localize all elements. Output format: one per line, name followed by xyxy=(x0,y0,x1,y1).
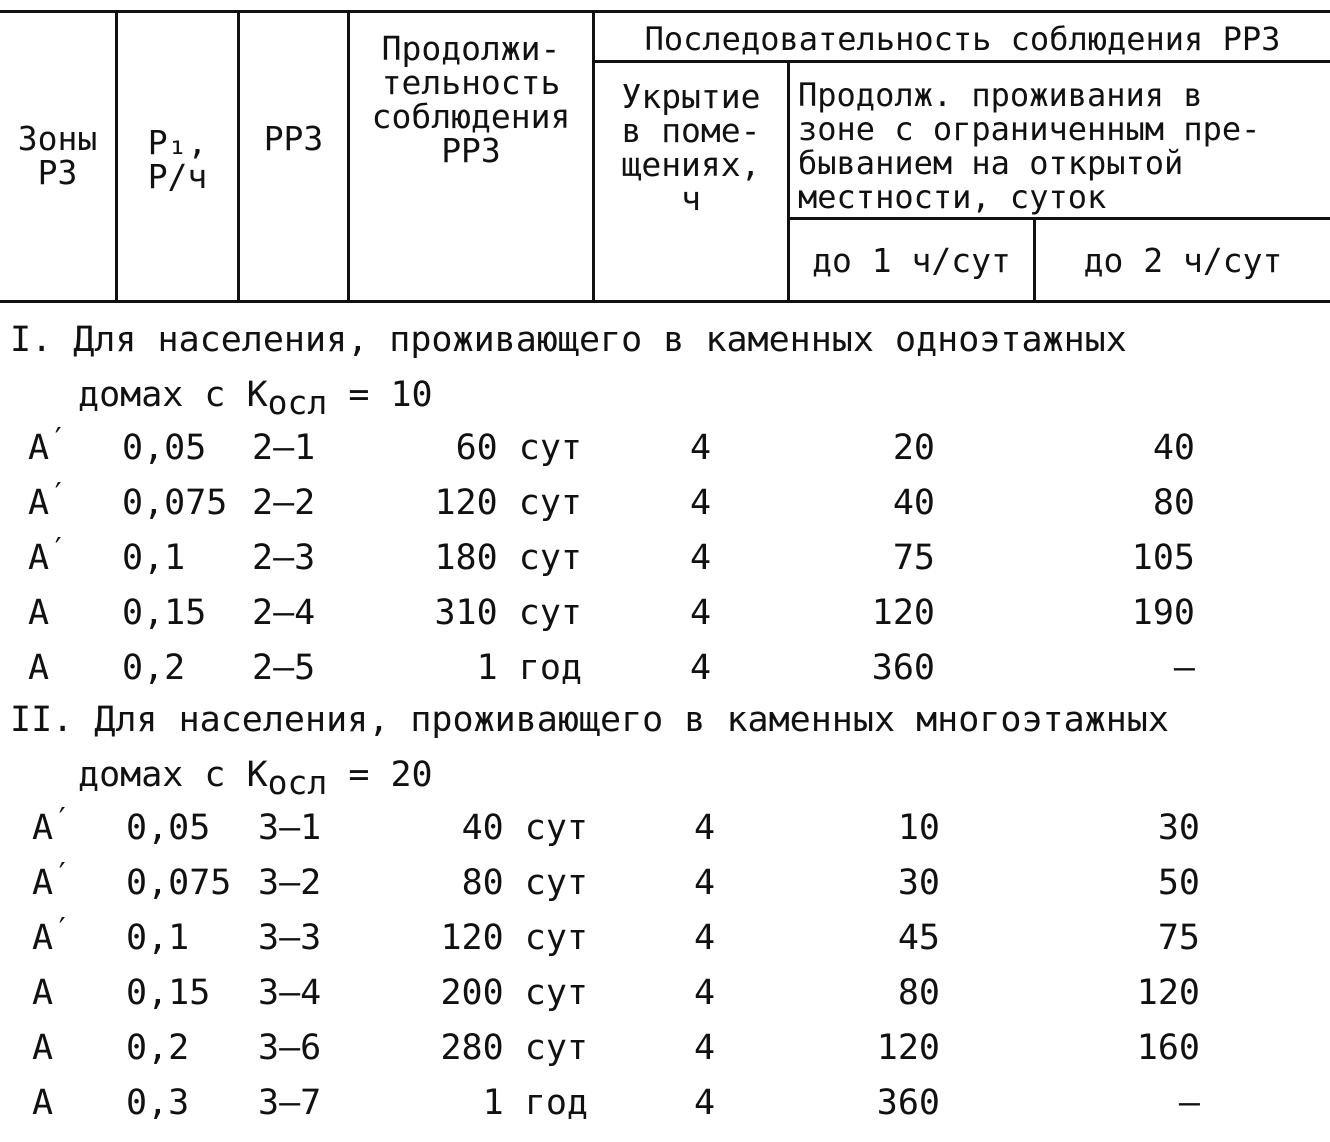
zone-cell: А′ xyxy=(28,422,68,468)
days-2h-cell: 190 xyxy=(1131,593,1195,633)
header-shelter: Укрытие в поме- щениях, ч xyxy=(621,77,761,218)
header-upto-2h: до 2 ч/сут xyxy=(1083,241,1283,280)
days-2h-cell: 50 xyxy=(1157,863,1200,903)
rrz-cell: 2–1 xyxy=(252,428,316,468)
rrz-cell: 3–6 xyxy=(258,1028,322,1068)
shelter-cell: 4 xyxy=(694,918,716,958)
rrz-cell: 3–7 xyxy=(258,1083,322,1123)
p1-cell: 0,05 xyxy=(122,428,207,468)
p1-cell: 0,05 xyxy=(126,808,211,848)
days-2h-cell: 80 xyxy=(1152,483,1195,523)
zone-cell: А′ xyxy=(28,532,68,578)
condition-suffix: = 10 xyxy=(327,375,433,415)
duration-cell: 180 сут xyxy=(434,538,582,578)
shelter-cell: 4 xyxy=(694,863,716,903)
duration-cell: 80 сут xyxy=(461,863,588,903)
p1-cell: 0,3 xyxy=(126,1083,190,1123)
header-sequence: Последовательность соблюдения РРЗ xyxy=(644,20,1281,58)
days-1h-cell: 40 xyxy=(892,483,935,523)
condition-prefix: домах с К xyxy=(78,375,268,415)
shelter-cell: 4 xyxy=(690,538,712,578)
days-1h-cell: 20 xyxy=(892,428,935,468)
days-2h-cell: 75 xyxy=(1157,918,1200,958)
section-2-title: II. Для населения, проживающего в каменных многоэтажных xyxy=(10,700,1169,740)
days-1h-cell: 80 xyxy=(897,973,940,1013)
header-residence: Продолж. проживания в зоне с ограниченным пре- быванием на открытой местности, суток xyxy=(798,76,1261,216)
duration-cell: 200 сут xyxy=(440,973,588,1013)
duration-cell: 60 сут xyxy=(455,428,582,468)
shelter-cell: 4 xyxy=(690,428,712,468)
residence-underline xyxy=(787,217,1330,220)
duration-cell: 1 год xyxy=(476,648,582,688)
shelter-cell: 4 xyxy=(694,1028,716,1068)
p1-cell: 0,075 xyxy=(126,863,232,903)
rrz-cell: 2–3 xyxy=(252,538,316,578)
header-duration: Продолжи- тельность соблюдения РРЗ xyxy=(371,29,571,170)
header-rrz: РРЗ xyxy=(263,119,324,158)
shelter-cell: 4 xyxy=(690,648,712,688)
duration-cell: 280 сут xyxy=(440,1028,588,1068)
days-2h-cell: 40 xyxy=(1152,428,1195,468)
days-1h-cell: 360 xyxy=(871,648,935,688)
zone-cell: А′ xyxy=(28,477,68,523)
p1-cell: 0,075 xyxy=(122,483,228,523)
rrz-cell: 2–5 xyxy=(252,648,316,688)
days-1h-cell: 75 xyxy=(892,538,935,578)
shelter-cell: 4 xyxy=(690,483,712,523)
zone-cell: А xyxy=(32,1028,54,1068)
zone-cell: А′ xyxy=(32,857,72,903)
header-top-border xyxy=(0,10,1330,13)
zone-cell: А xyxy=(28,593,50,633)
days-1h-cell: 30 xyxy=(897,863,940,903)
section-2-condition xyxy=(78,755,433,802)
condition-prefix: домах с К xyxy=(78,755,268,795)
shelter-cell: 4 xyxy=(694,808,716,848)
rrz-cell: 3–1 xyxy=(258,808,322,848)
condition-subscript: осл xyxy=(267,763,328,802)
days-1h-cell: 120 xyxy=(876,1028,940,1068)
header-bottom-border xyxy=(0,300,1330,303)
rrz-cell: 3–4 xyxy=(258,973,322,1013)
duration-cell: 310 сут xyxy=(434,593,582,633)
rrz-cell: 2–4 xyxy=(252,593,316,633)
duration-cell: 40 сут xyxy=(461,808,588,848)
shelter-cell: 4 xyxy=(690,593,712,633)
days-1h-cell: 45 xyxy=(897,918,940,958)
p1-cell: 0,1 xyxy=(126,918,190,958)
sequence-underline xyxy=(592,60,1330,63)
zone-cell: А xyxy=(28,648,50,688)
zone-cell: А xyxy=(32,1083,54,1123)
days-1h-cell: 120 xyxy=(871,593,935,633)
days-1h-cell: 360 xyxy=(876,1083,940,1123)
p1-cell: 0,2 xyxy=(126,1028,190,1068)
days-1h-cell: 10 xyxy=(897,808,940,848)
duration-cell: 1 год xyxy=(482,1083,588,1123)
header-divider-2 xyxy=(237,10,240,302)
rrz-cell: 3–2 xyxy=(258,863,322,903)
duration-cell: 120 сут xyxy=(440,918,588,958)
zone-cell: А′ xyxy=(32,912,72,958)
days-2h-cell: 120 xyxy=(1136,973,1200,1013)
section-1-title: I. Для населения, проживающего в каменных одноэтажных xyxy=(10,320,1127,360)
zone-cell: А′ xyxy=(32,802,72,848)
p1-cell: 0,15 xyxy=(126,973,211,1013)
days-2h-cell: – xyxy=(1173,648,1195,688)
section-1-condition xyxy=(78,375,433,422)
header-upto-1h: до 1 ч/сут xyxy=(812,241,1011,280)
rrz-cell: 3–3 xyxy=(258,918,322,958)
header-p1: P₁, Р/ч xyxy=(147,123,208,196)
days-2h-cell: 160 xyxy=(1136,1028,1200,1068)
days-2h-cell: – xyxy=(1178,1083,1200,1123)
days-2h-cell: 105 xyxy=(1131,538,1195,578)
rrz-cell: 2–2 xyxy=(252,483,316,523)
shelter-cell: 4 xyxy=(694,973,716,1013)
p1-cell: 0,1 xyxy=(122,538,186,578)
zone-cell: А xyxy=(32,973,54,1013)
shelter-cell: 4 xyxy=(694,1083,716,1123)
header-zone: Зоны РЗ xyxy=(17,119,98,192)
p1-cell: 0,2 xyxy=(122,648,186,688)
duration-cell: 120 сут xyxy=(434,483,582,523)
condition-suffix: = 20 xyxy=(327,755,433,795)
condition-subscript: осл xyxy=(267,383,328,422)
p1-cell: 0,15 xyxy=(122,593,207,633)
days-2h-cell: 30 xyxy=(1157,808,1200,848)
